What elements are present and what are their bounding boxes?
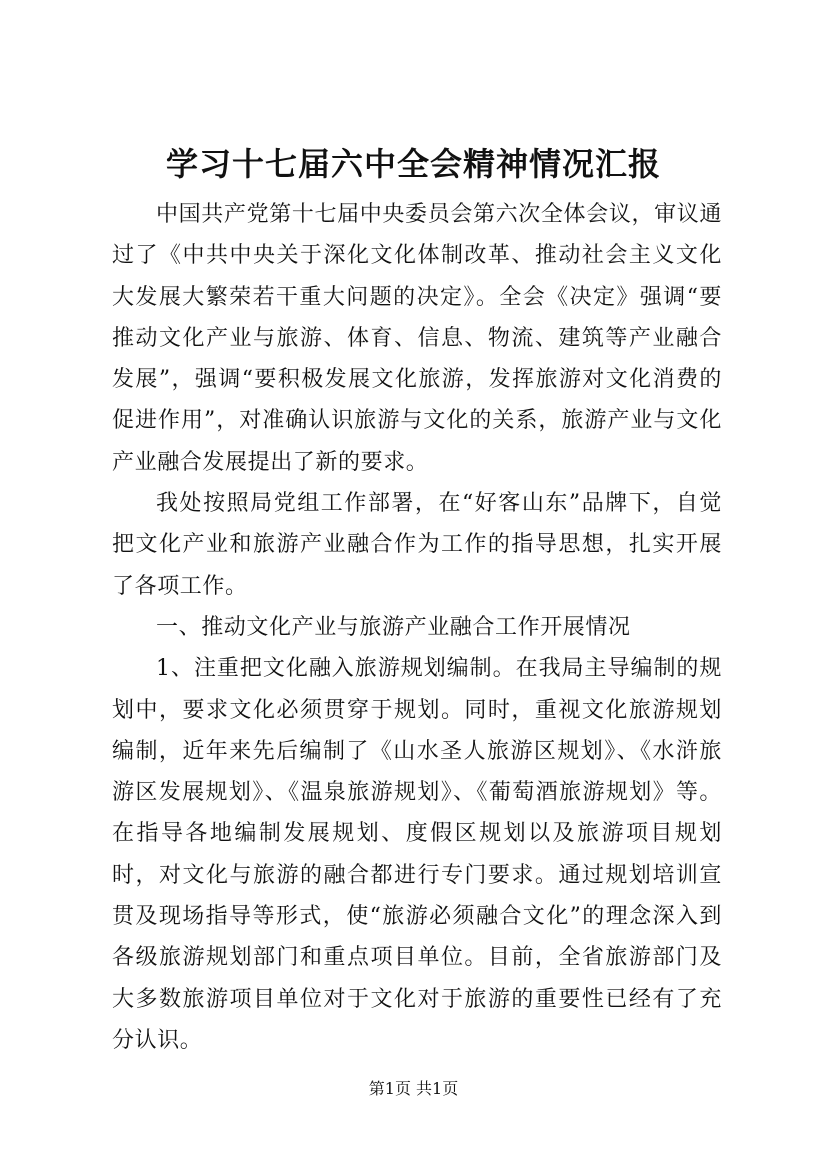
intro-paragraph: 中国共产党第十七届中央委员会第六次全体会议，审议通过了《中共中央关于深化文化体制改革、推动社会主义文化大发展大繁荣若干重大问题的决定》。全会《决定》强调“要推动文化产业与旅游、体育、信息、物流、建筑等产业融合发展”，强调“要积极发展文化旅游，发挥旅游对文化消费的促进作用”，对准确认识旅游与文化的关系，旅游产业与文化产业融合发展提出了新的要求。 <box>112 202 722 475</box>
document-title: 学习十七届六中全会精神情况汇报 <box>165 145 661 183</box>
work-summary-paragraph: 我处按照局党组工作部署，在“好客山东”品牌下，自觉把文化产业和旅游产业融合作为工作的指导思想，扎实开展了各项工作。 <box>112 491 722 599</box>
document-body <box>112 194 722 1061</box>
section-heading: 一、推动文化产业与旅游产业融合工作开展情况 <box>156 614 631 640</box>
section-paragraph-planning: 1、注重把文化融入旅游规划编制。在我局主导编制的规划中，要求文化必须贯穿于规划。同时，重视文化旅游规划编制，近年来先后编制了《山水圣人旅游区规划》、《水浒旅游区发展规划》、《温泉旅游规划》、《葡萄酒旅游规划》等。在指导各地编制发展规划、度假区规划以及旅游项目规划时，对文化与旅游的融合都进行专门要求。通过规划培训宣贯及现场指导等形式，使“旅游必须融合文化”的理念深入到各级旅游规划部门和重点项目单位。目前，全省旅游部门及大多数旅游项目单位对于文化对于旅游的重要性已经有了充分认识。 <box>112 656 722 1053</box>
page-footer: 第1页 共1页 <box>368 1079 459 1098</box>
